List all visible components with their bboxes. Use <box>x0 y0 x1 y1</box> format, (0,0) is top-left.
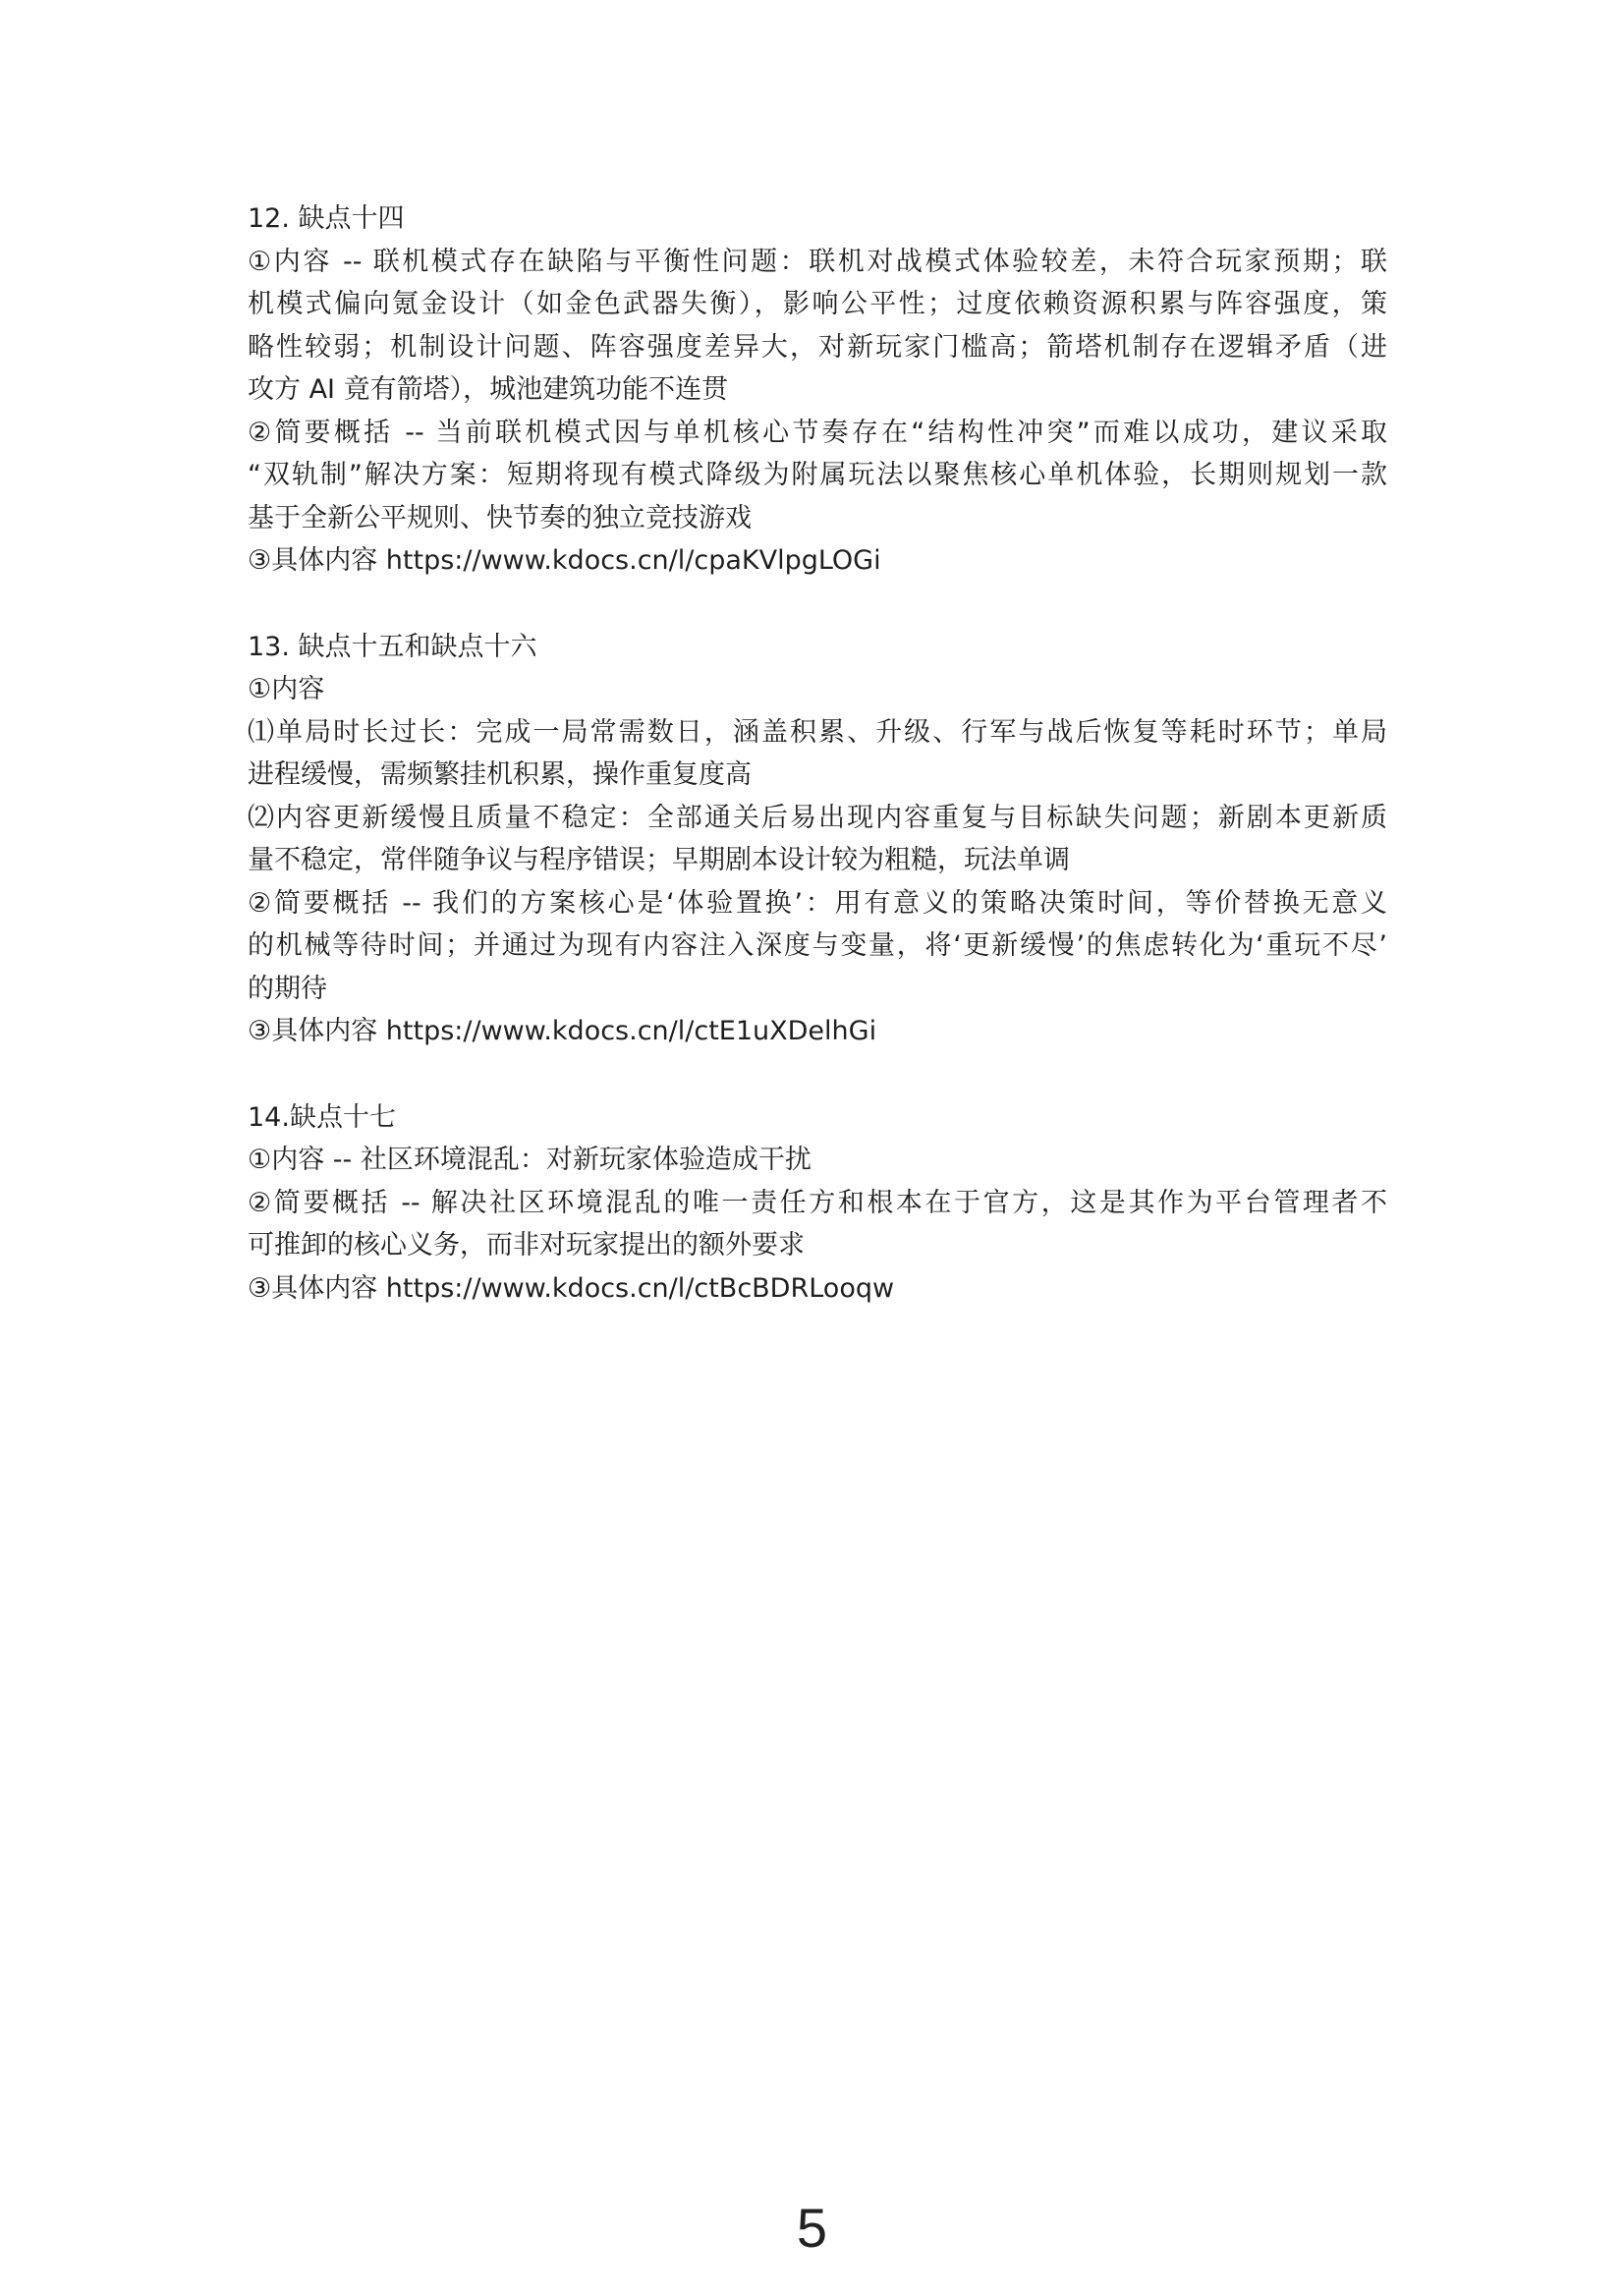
text-line: ⑴单局时长过长：完成一局常需数日，涵盖积累、升级、行军与战后恢复等耗时环节；单局 <box>248 716 1387 748</box>
text-line: ②简要概括 -- 我们的方案核心是‘体验置换’：用有意义的策略决策时间，等价替换无意义 <box>248 887 1387 919</box>
text-line: ⑵内容更新缓慢且质量不稳定：全部通关后易出现内容重复与目标缺失问题；新剧本更新质 <box>248 802 1387 833</box>
section-14 <box>248 1096 1387 1311</box>
link-line[interactable]: ③具体内容 https://www.kdocs.cn/l/ctBcBDRLooqw <box>248 1272 895 1304</box>
page-content <box>248 197 1387 1353</box>
text-line: 的机械等待时间；并通过为现有内容注入深度与变量，将‘更新缓慢’的焦虑转化为‘重玩不尽’ <box>248 930 1387 961</box>
section-heading: 14.缺点十七 <box>248 1101 396 1133</box>
text-line: ②简要概括 -- 当前联机模式因与单机核心节奏存在“结构性冲突”而难以成功，建议采取 <box>248 417 1387 448</box>
text-line: 进程缓慢，需频繁挂机积累，操作重复度高 <box>248 759 752 790</box>
text-line: “双轨制”解决方案：短期将现有模式降级为附属玩法以聚焦核心单机体验，长期则规划一款 <box>248 460 1387 490</box>
page-number: 5 <box>796 2197 828 2259</box>
section-heading: 12. 缺点十四 <box>248 203 405 234</box>
text-line: 略性较弱；机制设计问题、阵容强度差异大，对新玩家门槛高；箭塔机制存在逻辑矛盾（进 <box>248 331 1387 363</box>
section-heading: 13. 缺点十五和缺点十六 <box>248 631 537 662</box>
text-line: 的期待 <box>248 973 327 1004</box>
link-line[interactable]: ③具体内容 https://www.kdocs.cn/l/ctE1uXDelhGi <box>248 1016 877 1046</box>
section-12 <box>248 197 1387 583</box>
text-line: 机模式偏向氪金设计（如金色武器失衡），影响公平性；过度依赖资源积累与阵容强度，策 <box>248 289 1387 319</box>
text-line: 攻方 AI 竟有箭塔），城池建筑功能不连贯 <box>248 374 729 405</box>
text-line: ①内容 <box>248 674 325 704</box>
text-line: 量不稳定，常伴随争议与程序错误；早期剧本设计较为粗糙，玩法单调 <box>248 845 1070 875</box>
text-line: 可推卸的核心义务，而非对玩家提出的额外要求 <box>248 1230 805 1260</box>
section-13 <box>248 626 1387 1053</box>
link-line[interactable]: ③具体内容 https://www.kdocs.cn/l/cpaKVlpgLOGi <box>248 545 881 576</box>
text-line: ②简要概括 -- 解决社区环境混乱的唯一责任方和根本在于官方，这是其作为平台管理者不 <box>248 1187 1387 1218</box>
text-line: ①内容 -- 联机模式存在缺陷与平衡性问题：联机对战模式体验较差，未符合玩家预期；联 <box>248 246 1387 277</box>
text-line: ①内容 -- 社区环境混乱：对新玩家体验造成干扰 <box>248 1145 812 1175</box>
text-line: 基于全新公平规则、快节奏的独立竞技游戏 <box>248 502 752 533</box>
